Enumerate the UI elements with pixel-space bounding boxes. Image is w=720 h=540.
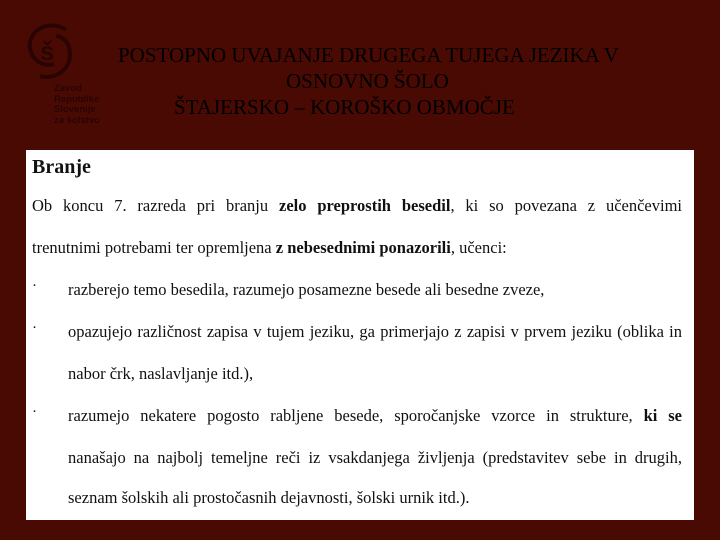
bullet-marker: ·: [32, 320, 37, 336]
bullet-3-line-3: seznam šolskih ali prostočasnih dejavnosti, šolski urnik itd.).: [68, 488, 470, 507]
logo-line: Zavod: [54, 83, 82, 94]
bullet-2-line-1: opazujejo različnost zapisa v tujem jeziku, ga primerjajo z zapisi v prvem jeziku (oblika in: [68, 322, 682, 341]
logo-line: Slovenije: [54, 104, 96, 115]
bullet-3-bold: ki se: [643, 406, 682, 425]
intro-bold: zelo preprostih besedil: [279, 196, 451, 215]
bullet-1-line-1: razberejo temo besedila, razumejo posamezne besede ali besedne zveze,: [68, 280, 545, 299]
logo-line: Republike: [54, 93, 100, 105]
section-heading: Branje: [32, 156, 91, 178]
svg-text:š: š: [40, 36, 55, 66]
bullet-3-line-1: [68, 406, 682, 426]
title-line-3: ŠTAJERSKO – KOROŠKO OBMOČJE: [174, 95, 515, 119]
intro-line-2: [32, 238, 507, 258]
content-panel: [26, 150, 694, 520]
bullet-3-line-2: nanašajo na najbolj temeljne reči iz vsakdanjega življenja (predstavitev sebe in drugih,: [68, 448, 682, 467]
bullet-2-line-2: nabor črk, naslavljanje itd.),: [68, 364, 254, 383]
zrss-logo-icon: [26, 22, 74, 82]
intro-bold: z nebesednimi ponazorili: [275, 238, 451, 257]
intro-text: , učenci:: [450, 238, 507, 257]
bullet-marker: ·: [32, 404, 37, 420]
bullet-marker: ·: [32, 278, 37, 294]
logo-line: za šolstvo: [54, 114, 100, 126]
title-line-2: OSNOVNO ŠOLO: [286, 69, 449, 93]
title-line-1: POSTOPNO UVAJANJE DRUGEGA TUJEGA JEZIKA V: [118, 43, 619, 67]
intro-line-1: [32, 196, 682, 216]
intro-text: Ob koncu 7. razreda pri branju: [32, 196, 279, 215]
bullet-3-text: razumejo nekatere pogosto rabljene besede, sporočanjske vzorce in strukture, ki se: [68, 406, 682, 425]
logo: [22, 18, 112, 128]
intro-text: trenutnimi potrebami ter opremljena: [32, 238, 276, 257]
logo-text: [54, 84, 100, 126]
intro-text: , ki so povezana z učenčevimi: [450, 196, 682, 215]
